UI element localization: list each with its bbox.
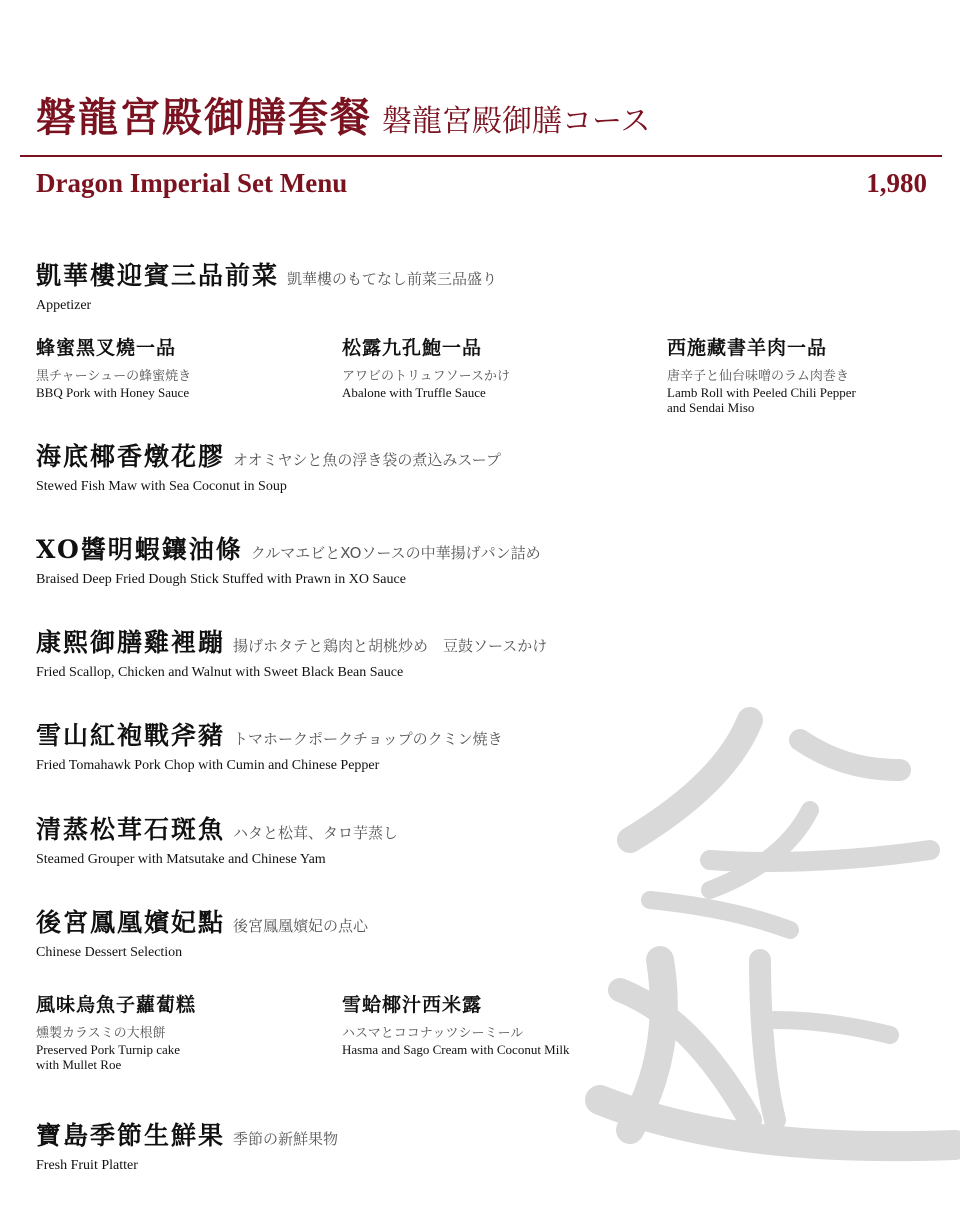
title-divider [20,155,942,157]
course-name-zh: XO醬明蝦鑲油條 [36,535,243,564]
course-appetizer [36,256,497,313]
item-name-en: Preserved Pork Turnip cake with Mullet Roe [36,1042,181,1072]
course-name-jp: クルマエビとXOソースの中華揚げパン詰め [250,544,541,562]
course-name-zh: 海底椰香燉花膠 [36,442,226,471]
course-name-jp: 後宮鳳凰嬪妃の点心 [233,917,369,935]
item-name-zh: 松露九孔鮑一品 [342,337,483,359]
course-name-zh: 雪山紅袍戰斧豬 [36,721,226,750]
item-name-zh: 蜂蜜黑叉燒一品 [36,337,177,359]
course-name-jp: ハタと松茸、タロ芋蒸し [233,824,399,842]
course-name-en: Fried Tomahawk Pork Chop with Cumin and Chinese Pepper [36,758,380,773]
course-name-en: Braised Deep Fried Dough Stick Stuffed with Prawn in XO Sauce [36,572,406,587]
item-name-en: Abalone with Truffle Sauce [342,385,486,400]
course-steamed-grouper [36,810,398,867]
course-name-zh: 清蒸松茸石斑魚 [36,815,226,844]
item-name-zh: 風味烏魚子蘿蔔糕 [36,994,197,1016]
item-name-en: BBQ Pork with Honey Sauce [36,385,190,400]
title-japanese: 磐龍宮殿御膳コース [382,104,651,139]
course-name-en: Steamed Grouper with Matsutake and Chinese Yam [36,852,326,867]
course-name-jp: トマホークポークチョップのクミン焼き [233,730,503,748]
course-name-jp: 揚げホタテと鶏肉と胡桃炒め 豆鼓ソースかけ [233,637,548,655]
course-name-jp: 季節の新鮮果物 [233,1130,339,1148]
course-name-jp: 凱華樓のもてなし前菜三品盛り [287,270,498,288]
course-fish-maw-soup [36,437,501,494]
calligraphy-watermark-icon [560,700,960,1180]
item-name-jp: 唐辛子と仙台味噌のラム肉巻き [667,369,849,384]
course-name-zh: 寶島季節生鮮果 [36,1121,226,1150]
item-name-en: Hasma and Sago Cream with Coconut Milk [342,1042,570,1057]
item-name-jp: 黒チャーシューの蜂蜜焼き [36,369,192,384]
item-name-jp: アワビのトリュフソースかけ [342,369,510,384]
course-name-jp: オオミヤシと魚の浮き袋の煮込みスープ [233,451,501,469]
course-tomahawk-pork [36,716,503,773]
menu-title [36,94,651,141]
course-dessert-selection [36,903,368,960]
item-name-zh: 雪蛤椰汁西米露 [342,994,483,1016]
dessert-item-sago-cream [342,990,642,1058]
set-menu-price: 1,980 [866,168,927,198]
course-name-en: Fried Scallop, Chicken and Walnut with Sweet Black Bean Sauce [36,665,404,680]
set-menu-name: Dragon Imperial Set Menu [36,168,348,198]
item-name-jp: 燻製カラスミの大根餅 [36,1026,166,1041]
course-name-en: Fresh Fruit Platter [36,1158,138,1173]
item-name-zh: 西施藏書羊肉一品 [667,337,828,359]
item-name-jp: ハスマとココナッツシーミール [342,1026,524,1041]
course-name-en: Stewed Fish Maw with Sea Coconut in Soup [36,479,287,494]
course-name-zh: 後宮鳳凰嬪妃點 [36,908,226,937]
course-scallop-chicken [36,623,547,680]
course-prawn-dough-stick [36,530,541,587]
course-name-zh: 凱華樓迎賓三品前菜 [36,261,280,290]
course-name-en: Chinese Dessert Selection [36,945,183,960]
course-name-zh: 康熙御膳雞裡蹦 [36,628,226,657]
title-chinese: 磐龍宮殿御膳套餐 [36,94,372,141]
course-fresh-fruit [36,1116,338,1173]
item-name-en: Lamb Roll with Peeled Chili Pepper and Sendai Miso [667,385,856,415]
appetizer-item-lamb-roll [667,333,927,416]
course-name-en: Appetizer [36,298,92,313]
dessert-item-turnip-cake [36,990,296,1073]
appetizer-item-bbq-pork [36,333,296,401]
appetizer-item-abalone [342,333,602,401]
